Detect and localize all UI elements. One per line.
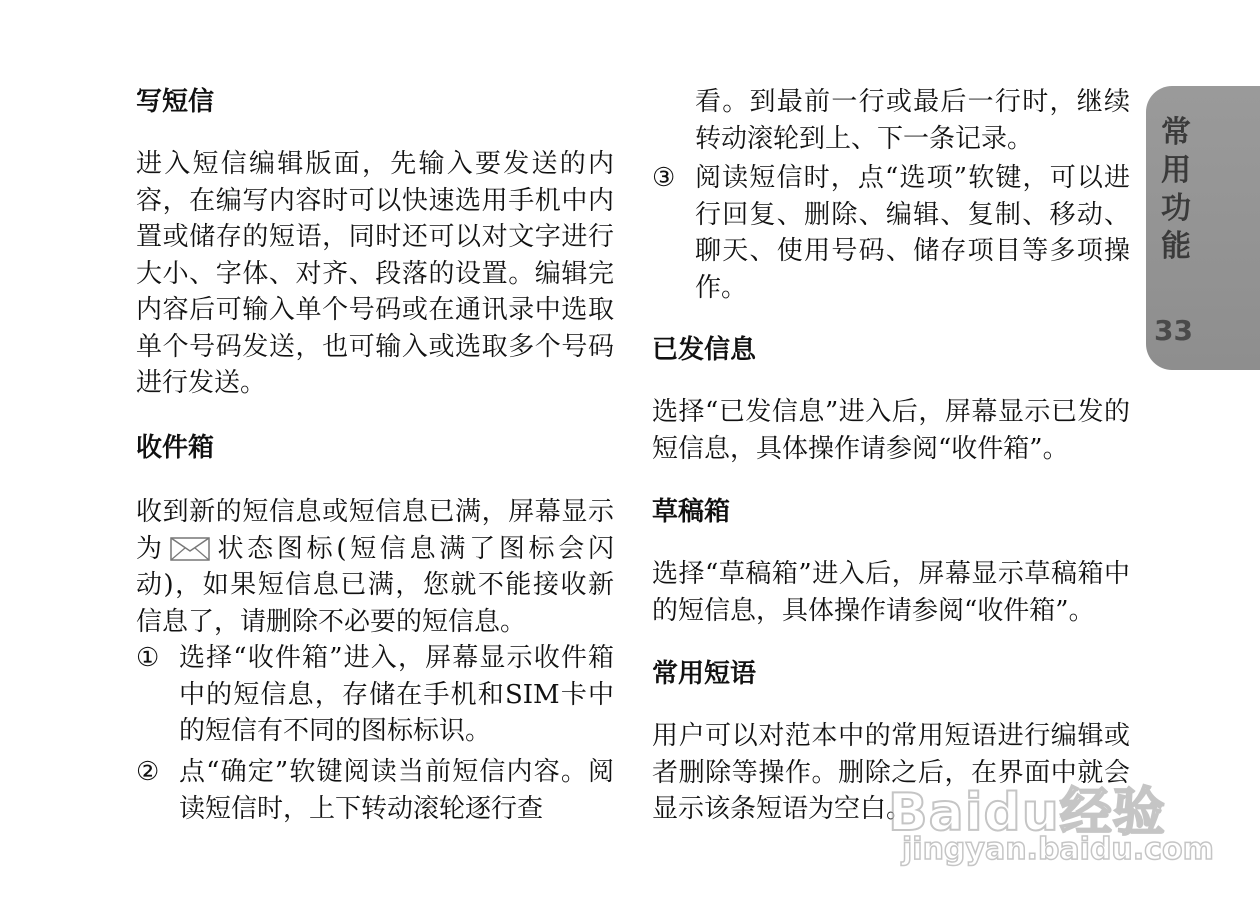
- heading-phrases: 常用短语: [652, 659, 757, 689]
- heading-inbox: 收件箱: [136, 433, 215, 463]
- watermark-url: jingyan.baidu.com: [902, 832, 1214, 867]
- heading-sent: 已发信息: [652, 335, 757, 365]
- inbox-item-3: [652, 160, 1130, 306]
- watermark-main: Baidu经验: [888, 783, 1166, 843]
- inbox-item-1: [136, 640, 614, 750]
- item-text: 点“确定”软键阅读当前短信内容。阅读短信时，上下转动滚轮逐行查: [179, 757, 614, 824]
- item-text: 看。到最前一行或最后一行时，继续转动滚轮到上、下一条记录。: [695, 87, 1130, 154]
- item-text: 阅读短信时，点“选项”软键，可以进行回复、删除、编辑、复制、移动、聊天、使用号码、储存项目等多项操作。: [695, 163, 1130, 303]
- chapter-char: 用: [1161, 153, 1191, 188]
- chapter-char: 常: [1161, 115, 1191, 150]
- chapter-char: 能: [1161, 229, 1191, 264]
- inbox-body: [136, 494, 614, 640]
- item-text: 选择“收件箱”进入，屏幕显示收件箱中的短信息，存储在手机和SIM卡中的短信有不同的图标标识。: [179, 643, 614, 746]
- page-number: 33: [1154, 314, 1193, 347]
- heading-write-sms: 写短信: [136, 87, 215, 117]
- heading-drafts: 草稿箱: [652, 497, 731, 527]
- inbox-body-part2: 状态图标(短信息满了图标会闪动)，如果短信息已满，您就不能接收新信息了，请删除不必要的短信息。: [136, 533, 614, 637]
- inbox-item-2: [136, 754, 614, 827]
- inbox-item-2-continued: [652, 84, 1130, 157]
- write-sms-body: 进入短信编辑版面，先输入要发送的内容，在编写内容时可以快速选用手机中内置或储存的短语，同时还可以对文字进行大小、字体、对齐、段落的设置。编辑完内容后可输入单个号码或在通讯录中选取单个号码发送，也可输入或选取多个号码进行发送。: [136, 149, 614, 398]
- drafts-body: 选择“草稿箱”进入后，屏幕显示草稿箱中的短信息，具体操作请参阅“收件箱”。: [652, 559, 1130, 626]
- phrases-body: 用户可以对范本中的常用短语进行编辑或者删除等操作。删除之后，在界面中就会显示该条短语为空白。: [652, 721, 1130, 824]
- chapter-char: 功: [1161, 191, 1191, 226]
- chapter-title: [1156, 114, 1196, 266]
- envelope-icon: [170, 535, 210, 559]
- sent-body: 选择“已发信息”进入后，屏幕显示已发的短信息，具体操作请参阅“收件箱”。: [652, 397, 1130, 464]
- item-number: ②: [136, 757, 160, 787]
- item-number: ①: [136, 643, 160, 673]
- inbox-body-part1: 收到新的短信息或短信息已满，屏幕显示为: [136, 497, 614, 564]
- item-number: ③: [652, 163, 676, 193]
